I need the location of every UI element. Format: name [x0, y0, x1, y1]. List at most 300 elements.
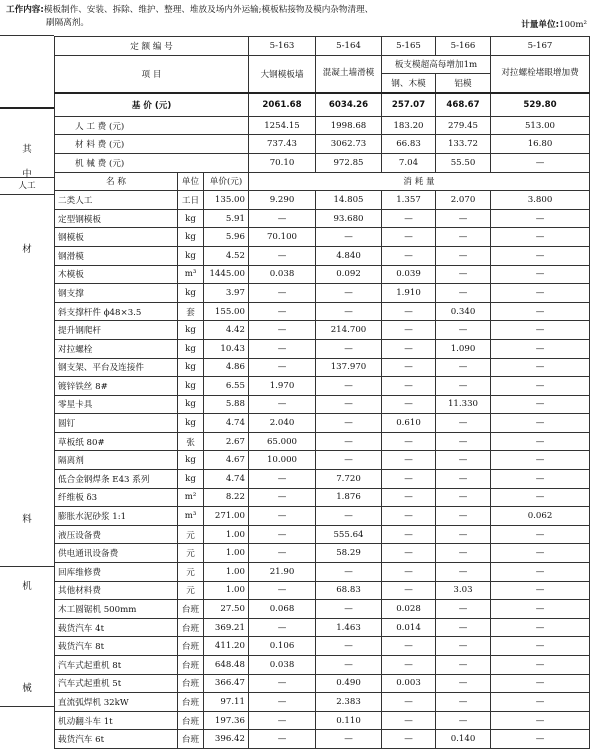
resource-row	[55, 377, 590, 396]
resource-name: 钢模板	[55, 228, 178, 247]
col-header-price: 单价(元)	[204, 172, 249, 191]
col-header-name: 名 称	[55, 172, 178, 191]
resource-consumption: —	[491, 488, 590, 507]
resource-row	[55, 600, 590, 619]
resource-row	[55, 711, 590, 730]
resource-name: 钢滑模	[55, 246, 178, 265]
resource-consumption: —	[436, 228, 491, 247]
resource-consumption: —	[436, 544, 491, 563]
resource-consumption: —	[491, 674, 590, 693]
resource-row	[55, 265, 590, 284]
quota-table	[54, 36, 590, 749]
resource-consumption: 1.357	[382, 191, 436, 210]
resource-unit: 元	[178, 581, 204, 600]
resource-consumption: —	[316, 395, 382, 414]
resource-consumption: —	[382, 637, 436, 656]
resource-consumption: —	[491, 600, 590, 619]
resource-row	[55, 321, 590, 340]
item-name-5-165: 钢、木模	[382, 74, 436, 93]
resource-consumption: —	[491, 563, 590, 582]
cost-breakdown-value: 3062.73	[316, 135, 382, 154]
resource-unit: 台班	[178, 693, 204, 712]
resource-unit: 套	[178, 302, 204, 321]
resource-unit-price: 27.50	[204, 600, 249, 619]
resource-consumption: —	[491, 432, 590, 451]
item-name-5-167: 对拉螺栓堵眼增加费	[491, 55, 590, 93]
resource-row	[55, 674, 590, 693]
cost-breakdown-value: 16.80	[491, 135, 590, 154]
resource-consumption: 9.290	[249, 191, 316, 210]
resource-row	[55, 284, 590, 303]
resource-consumption: —	[382, 711, 436, 730]
resource-consumption: —	[436, 358, 491, 377]
resource-name: 供电通讯设备费	[55, 544, 178, 563]
resource-unit-price: 155.00	[204, 302, 249, 321]
item-row-1	[55, 55, 590, 74]
code-5-166: 5-166	[436, 37, 491, 56]
resource-consumption: —	[436, 265, 491, 284]
resource-consumption: 58.29	[316, 544, 382, 563]
resource-consumption: —	[436, 674, 491, 693]
resource-consumption: 214.700	[316, 321, 382, 340]
resource-unit: kg	[178, 209, 204, 228]
resource-unit: kg	[178, 228, 204, 247]
resource-unit-price: 197.36	[204, 711, 249, 730]
resource-consumption: —	[249, 395, 316, 414]
cost-breakdown-row	[55, 116, 590, 135]
side-label-machine-2: 械	[22, 683, 32, 694]
resource-consumption: —	[249, 209, 316, 228]
resource-consumption: 1.876	[316, 488, 382, 507]
resource-consumption: —	[382, 432, 436, 451]
cost-breakdown-row	[55, 135, 590, 154]
side-label-material-2: 料	[22, 514, 32, 525]
resource-consumption: 1.463	[316, 618, 382, 637]
resource-consumption: —	[382, 358, 436, 377]
code-5-165: 5-165	[382, 37, 436, 56]
resource-row	[55, 507, 590, 526]
resource-unit: 台班	[178, 730, 204, 749]
resource-unit-price: 4.86	[204, 358, 249, 377]
work-content-text-2: 刷隔离剂。	[46, 18, 89, 28]
resource-row	[55, 488, 590, 507]
resource-name: 汽车式起重机 8t	[55, 656, 178, 675]
code-5-164: 5-164	[316, 37, 382, 56]
resource-consumption: 7.720	[316, 470, 382, 489]
resource-consumption: —	[249, 507, 316, 526]
resource-consumption: 1.970	[249, 377, 316, 396]
resource-consumption: —	[382, 377, 436, 396]
resource-consumption: —	[491, 711, 590, 730]
resource-consumption: 0.110	[316, 711, 382, 730]
resource-consumption: —	[491, 693, 590, 712]
resource-consumption: —	[491, 656, 590, 675]
resource-unit-price: 1.00	[204, 544, 249, 563]
resource-unit-price: 1445.00	[204, 265, 249, 284]
base-price-5-165: 257.07	[382, 93, 436, 117]
col-header-consumption: 消 耗 量	[249, 172, 590, 191]
resource-unit-price: 4.52	[204, 246, 249, 265]
resource-unit-price: 4.67	[204, 451, 249, 470]
resource-consumption: —	[249, 525, 316, 544]
resource-consumption: 14.805	[316, 191, 382, 210]
resource-name: 草板纸 80#	[55, 432, 178, 451]
resource-consumption: —	[436, 432, 491, 451]
cost-breakdown-value: 133.72	[436, 135, 491, 154]
work-content-text: 模板制作、安装、拆除、维护、整理、堆放及场内外运输;模板粘接物及模内杂物清理、	[43, 5, 374, 15]
resource-consumption: —	[316, 414, 382, 433]
resource-consumption: —	[491, 470, 590, 489]
base-price-5-166: 468.67	[436, 93, 491, 117]
resource-consumption: —	[316, 637, 382, 656]
resource-row	[55, 209, 590, 228]
resource-row	[55, 302, 590, 321]
cost-breakdown-value: —	[491, 153, 590, 172]
column-header-row	[55, 172, 590, 191]
resource-consumption: 2.040	[249, 414, 316, 433]
resource-unit-price: 4.74	[204, 414, 249, 433]
resource-consumption: —	[249, 302, 316, 321]
unit-value: 100m²	[559, 20, 587, 30]
resource-consumption: —	[316, 451, 382, 470]
resource-consumption: —	[436, 284, 491, 303]
resource-unit-price: 369.21	[204, 618, 249, 637]
resource-unit: kg	[178, 377, 204, 396]
resource-row	[55, 656, 590, 675]
resource-unit: 张	[178, 432, 204, 451]
resource-row	[55, 470, 590, 489]
resource-unit-price: 5.91	[204, 209, 249, 228]
resource-consumption: —	[436, 507, 491, 526]
resource-consumption: 0.028	[382, 600, 436, 619]
resource-name: 提升钢爬杆	[55, 321, 178, 340]
resource-consumption: 0.038	[249, 656, 316, 675]
resource-unit: 元	[178, 544, 204, 563]
resource-consumption: —	[382, 470, 436, 489]
cost-breakdown-label: 机 械 费 (元)	[55, 153, 249, 172]
resource-consumption: —	[491, 228, 590, 247]
resource-name: 载货汽车 6t	[55, 730, 178, 749]
resource-unit-price: 396.42	[204, 730, 249, 749]
side-label-machine-1: 机	[22, 581, 32, 592]
resource-consumption: —	[436, 637, 491, 656]
resource-row	[55, 339, 590, 358]
resource-consumption: —	[382, 544, 436, 563]
resource-unit: 台班	[178, 637, 204, 656]
base-price-row	[55, 93, 590, 117]
resource-name: 隔离剂	[55, 451, 178, 470]
resource-consumption: —	[436, 209, 491, 228]
code-5-167: 5-167	[491, 37, 590, 56]
resource-consumption: —	[491, 377, 590, 396]
resource-consumption: 555.64	[316, 525, 382, 544]
resource-consumption: —	[382, 488, 436, 507]
resource-unit: 台班	[178, 618, 204, 637]
resource-consumption: —	[316, 507, 382, 526]
resource-consumption: —	[491, 525, 590, 544]
resource-consumption: —	[316, 432, 382, 451]
item-group-header: 板支模超高每增加1m	[382, 55, 491, 74]
cost-breakdown-label: 材 料 费 (元)	[55, 135, 249, 154]
resource-name: 低合金钢焊条 E43 系列	[55, 470, 178, 489]
resource-name: 圆钉	[55, 414, 178, 433]
resource-consumption: —	[382, 656, 436, 675]
resource-consumption: 137.970	[316, 358, 382, 377]
resource-consumption: —	[436, 600, 491, 619]
resource-name: 零星卡具	[55, 395, 178, 414]
resource-unit: 元	[178, 525, 204, 544]
resource-name: 钢支撑	[55, 284, 178, 303]
resource-consumption: —	[491, 246, 590, 265]
resource-consumption: —	[491, 451, 590, 470]
resource-consumption: —	[382, 228, 436, 247]
resource-consumption: —	[436, 377, 491, 396]
resource-row	[55, 414, 590, 433]
resource-consumption: —	[436, 618, 491, 637]
base-price-5-163: 2061.68	[249, 93, 316, 117]
resource-name: 钢支架、平台及连接件	[55, 358, 178, 377]
resource-unit: kg	[178, 470, 204, 489]
resource-consumption: —	[249, 284, 316, 303]
resource-unit: m³	[178, 265, 204, 284]
resource-unit-price: 8.22	[204, 488, 249, 507]
resource-unit: kg	[178, 284, 204, 303]
cost-breakdown-value: 183.20	[382, 116, 436, 135]
resource-name: 木工圆锯机 500mm	[55, 600, 178, 619]
cost-breakdown-value: 1998.68	[316, 116, 382, 135]
resource-consumption: —	[382, 563, 436, 582]
resource-row	[55, 525, 590, 544]
resource-name: 二类人工	[55, 191, 178, 210]
resource-consumption: —	[382, 525, 436, 544]
item-label: 项 目	[55, 55, 249, 93]
cost-breakdown-value: 7.04	[382, 153, 436, 172]
resource-unit-price: 648.48	[204, 656, 249, 675]
work-content-header	[6, 4, 591, 30]
resource-consumption: —	[249, 321, 316, 340]
resource-consumption: —	[436, 656, 491, 675]
resource-unit-price: 366.47	[204, 674, 249, 693]
resource-consumption: —	[491, 339, 590, 358]
resource-unit-price: 5.88	[204, 395, 249, 414]
resource-row	[55, 544, 590, 563]
resource-unit: m²	[178, 488, 204, 507]
resource-consumption: —	[382, 507, 436, 526]
resource-unit-price: 135.00	[204, 191, 249, 210]
resource-unit-price: 1.00	[204, 563, 249, 582]
resource-consumption: —	[436, 693, 491, 712]
resource-row	[55, 730, 590, 749]
resource-consumption: —	[491, 637, 590, 656]
resource-consumption: —	[436, 563, 491, 582]
cost-breakdown-row	[55, 153, 590, 172]
cost-breakdown-value: 737.43	[249, 135, 316, 154]
cost-breakdown-value: 513.00	[491, 116, 590, 135]
resource-consumption: —	[249, 693, 316, 712]
resource-consumption: —	[382, 451, 436, 470]
resource-name: 其他材料费	[55, 581, 178, 600]
resource-consumption: —	[436, 711, 491, 730]
resource-consumption: —	[491, 414, 590, 433]
resource-consumption: —	[249, 618, 316, 637]
resource-consumption: 2.383	[316, 693, 382, 712]
resource-consumption: —	[436, 321, 491, 340]
resource-consumption: —	[382, 209, 436, 228]
resource-unit-price: 4.74	[204, 470, 249, 489]
resource-consumption: —	[249, 246, 316, 265]
resource-unit: kg	[178, 321, 204, 340]
resource-consumption: —	[249, 711, 316, 730]
resource-unit: 台班	[178, 711, 204, 730]
resource-name: 定型钢模板	[55, 209, 178, 228]
resource-name: 斜支撑杆件 ϕ48×3.5	[55, 302, 178, 321]
resource-name: 木模板	[55, 265, 178, 284]
resource-consumption: —	[436, 451, 491, 470]
resource-unit: 工日	[178, 191, 204, 210]
resource-consumption: —	[491, 730, 590, 749]
code-row	[55, 37, 590, 56]
resource-consumption: 65.000	[249, 432, 316, 451]
resource-name: 对拉螺栓	[55, 339, 178, 358]
code-5-163: 5-163	[249, 37, 316, 56]
resource-consumption: 68.83	[316, 581, 382, 600]
resource-unit: 台班	[178, 674, 204, 693]
resource-consumption: 0.092	[316, 265, 382, 284]
unit-label: 计量单位:	[521, 20, 559, 30]
cost-breakdown-value: 66.83	[382, 135, 436, 154]
resource-consumption: —	[316, 302, 382, 321]
cost-breakdown-value: 972.85	[316, 153, 382, 172]
resource-consumption: 3.800	[491, 191, 590, 210]
resource-row	[55, 395, 590, 414]
resource-name: 机动翻斗车 1t	[55, 711, 178, 730]
resource-unit: 元	[178, 563, 204, 582]
resource-consumption: —	[491, 544, 590, 563]
resource-consumption: 0.490	[316, 674, 382, 693]
item-name-5-163: 大钢模板墙	[249, 55, 316, 93]
resource-unit: kg	[178, 395, 204, 414]
resource-consumption: 0.068	[249, 600, 316, 619]
base-price-label: 基 价 (元)	[55, 93, 249, 117]
resource-consumption: 0.610	[382, 414, 436, 433]
resource-unit-price: 4.42	[204, 321, 249, 340]
resource-consumption: —	[249, 488, 316, 507]
resource-consumption: 1.090	[436, 339, 491, 358]
resource-unit: kg	[178, 414, 204, 433]
resource-consumption: —	[316, 563, 382, 582]
resource-consumption: —	[382, 395, 436, 414]
resource-unit-price: 97.11	[204, 693, 249, 712]
resource-row	[55, 618, 590, 637]
resource-consumption: —	[436, 525, 491, 544]
item-name-5-164: 混凝土墙滑模	[316, 55, 382, 93]
resource-consumption: 93.680	[316, 209, 382, 228]
resource-row	[55, 228, 590, 247]
resource-consumption: —	[249, 358, 316, 377]
resource-unit-price: 1.00	[204, 525, 249, 544]
resource-consumption: —	[316, 377, 382, 396]
resource-consumption: —	[382, 321, 436, 340]
resource-name: 纤维板 δ3	[55, 488, 178, 507]
resource-consumption: —	[382, 693, 436, 712]
item-name-5-166: 铝模	[436, 74, 491, 93]
resource-consumption: —	[491, 302, 590, 321]
resource-consumption: —	[491, 395, 590, 414]
resource-row	[55, 637, 590, 656]
side-label-qi: 其	[22, 144, 32, 155]
resource-unit-price: 271.00	[204, 507, 249, 526]
resource-unit-price: 5.96	[204, 228, 249, 247]
base-price-5-167: 529.80	[491, 93, 590, 117]
code-label: 定 额 编 号	[55, 37, 249, 56]
resource-row	[55, 563, 590, 582]
resource-consumption: —	[382, 339, 436, 358]
resource-consumption: —	[316, 730, 382, 749]
resource-consumption: —	[316, 600, 382, 619]
resource-consumption: —	[382, 581, 436, 600]
resource-consumption: —	[491, 284, 590, 303]
resource-consumption: —	[249, 470, 316, 489]
resource-consumption: —	[249, 730, 316, 749]
resource-consumption: 10.000	[249, 451, 316, 470]
side-label-material-1: 材	[22, 244, 32, 255]
cost-breakdown-value: 70.10	[249, 153, 316, 172]
resource-consumption: 21.90	[249, 563, 316, 582]
resource-consumption: —	[249, 674, 316, 693]
resource-consumption: 0.039	[382, 265, 436, 284]
resource-consumption: —	[316, 339, 382, 358]
resource-consumption: —	[491, 581, 590, 600]
resource-row	[55, 358, 590, 377]
cost-breakdown-value: 55.50	[436, 153, 491, 172]
resource-consumption: —	[249, 544, 316, 563]
resource-unit-price: 411.20	[204, 637, 249, 656]
cost-breakdown-value: 1254.15	[249, 116, 316, 135]
measurement-unit	[521, 18, 587, 30]
resource-unit: kg	[178, 358, 204, 377]
resource-name: 膨胀水泥砂浆 1:1	[55, 507, 178, 526]
resource-consumption: 0.106	[249, 637, 316, 656]
resource-consumption: —	[249, 339, 316, 358]
resource-row	[55, 693, 590, 712]
resource-consumption: 4.840	[316, 246, 382, 265]
resource-unit: kg	[178, 246, 204, 265]
resource-unit-price: 10.43	[204, 339, 249, 358]
resource-consumption: —	[436, 414, 491, 433]
resource-consumption: 2.070	[436, 191, 491, 210]
work-content-label: 工作内容:	[6, 5, 44, 15]
resource-unit-price: 1.00	[204, 581, 249, 600]
resource-row	[55, 581, 590, 600]
resource-name: 镀锌铁丝 8#	[55, 377, 178, 396]
resource-unit: 台班	[178, 600, 204, 619]
resource-consumption: —	[436, 470, 491, 489]
resource-consumption: —	[491, 321, 590, 340]
resource-consumption: 0.014	[382, 618, 436, 637]
resource-consumption: —	[382, 730, 436, 749]
resource-name: 液压设备费	[55, 525, 178, 544]
resource-consumption: —	[491, 358, 590, 377]
resource-consumption: —	[382, 302, 436, 321]
resource-consumption: 70.100	[249, 228, 316, 247]
side-label-zhong: 中	[22, 169, 32, 180]
resource-consumption: —	[382, 246, 436, 265]
resource-consumption: —	[316, 284, 382, 303]
side-label-labor: 人工	[18, 181, 36, 191]
resource-unit: kg	[178, 451, 204, 470]
resource-consumption: 0.003	[382, 674, 436, 693]
resource-consumption: —	[491, 618, 590, 637]
